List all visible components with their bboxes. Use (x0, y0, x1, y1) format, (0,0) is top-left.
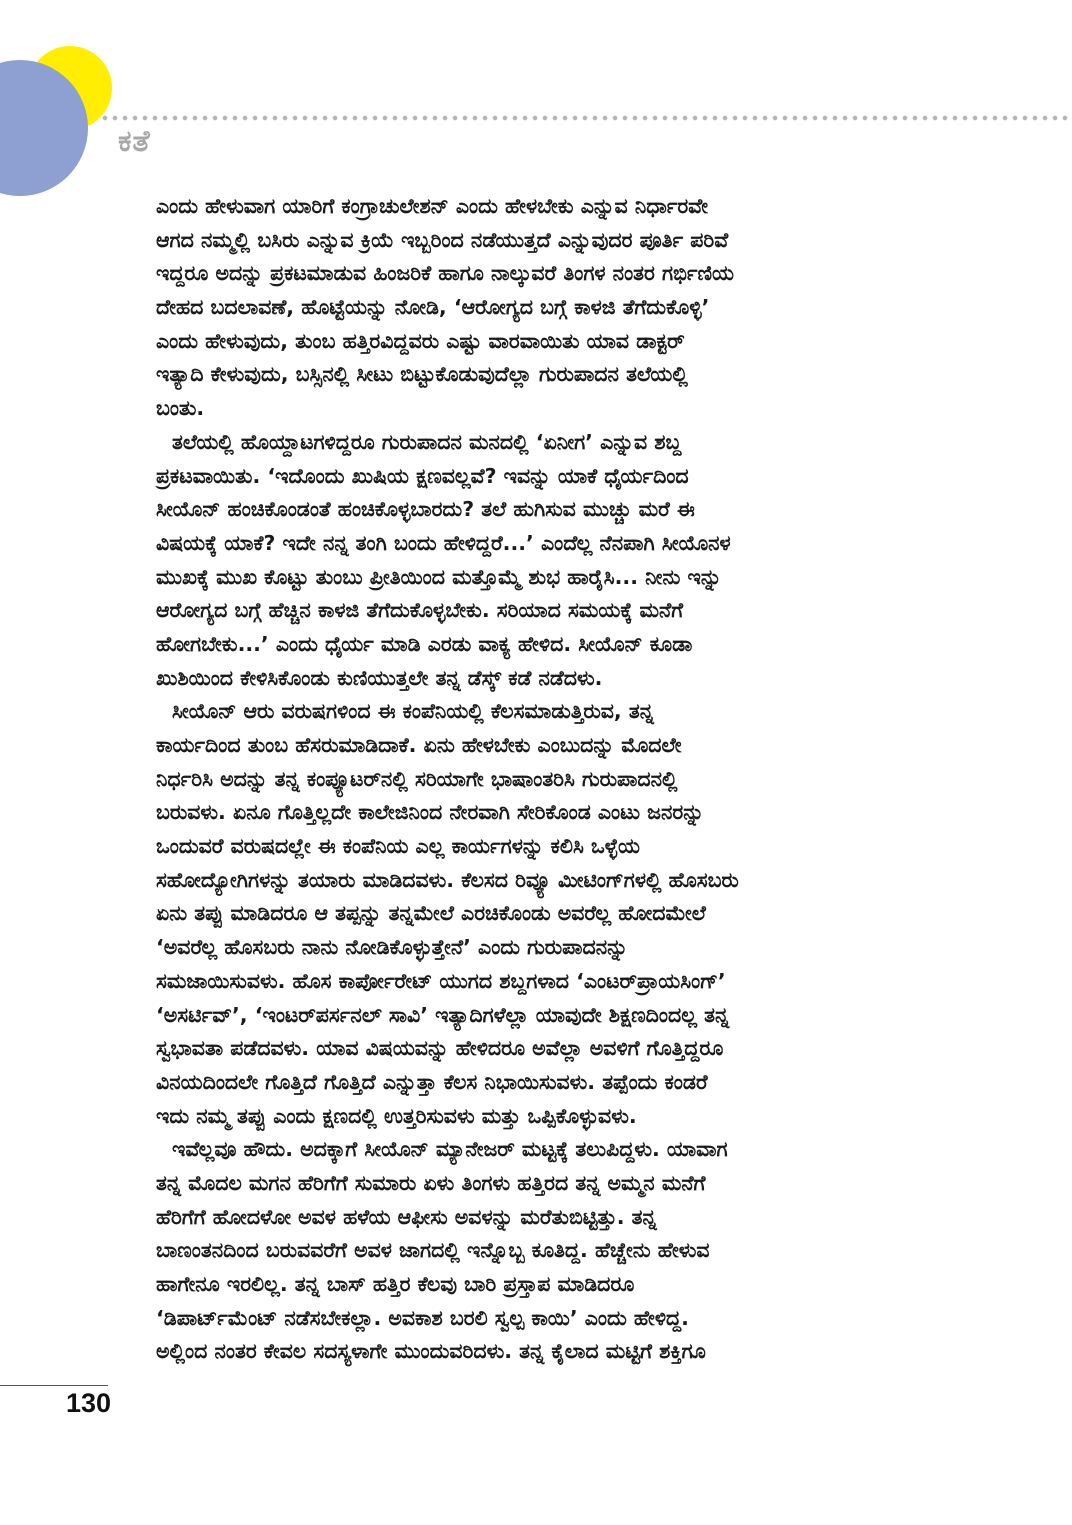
text-line: ಖುಶಿಯಿಂದ ಕೇಳಿಸಿಕೊಂಡು ಕುಣಿಯುತ್ತಲೇ ತನ್ನ ಡೆಸ್ಕ್ ಕಡೆ ನಡೆದಳು. (156, 665, 603, 690)
text-line: ಆರೋಗ್ಯದ ಬಗ್ಗೆ ಹೆಚ್ಚಿನ ಕಾಳಜಿ ತೆಗೆದುಕೊಳ್ಳಬೇಕು. ಸರಿಯಾದ ಸಮಯಕ್ಕೆ ಮನೆಗೆ (156, 598, 684, 623)
text-line: ಬಾಣಂತನದಿಂದ ಬರುವವರೆಗೆ ಅವಳ ಜಾಗದಲ್ಲಿ ಇನ್ನೊಬ್ಬ ಕೂತಿದ್ದ. ಹೆಚ್ಚೇನು ಹೇಳುವ (156, 1238, 710, 1263)
text-line: ವಿಷಯಕ್ಕೆ ಯಾಕೆ? ಇದೇ ನನ್ನ ತಂಗಿ ಬಂದು ಹೇಳಿದ್ದರೆ...’ ಎಂದೆಲ್ಲ ನೆನಪಾಗಿ ಸೀಯೊನಳ (156, 530, 731, 555)
text-line: ಸೀಯೊನ್ ಆರು ವರುಷಗಳಿಂದ ಈ ಕಂಪೆನಿಯಲ್ಲಿ ಕೆಲಸಮಾಡುತ್ತಿರುವ, ತನ್ನ (172, 699, 654, 724)
text-line: ವಿನಯದಿಂದಲೇ ಗೊತ್ತಿದೆ ಗೊತ್ತಿದೆ ಎನ್ನುತ್ತಾ ಕೆಲಸ ನಿಭಾಯಿಸುವಳು. ತಪ್ಪೆಂದು ಕಂಡರೆ (156, 1069, 708, 1094)
text-line: ‘ಅವರೆಲ್ಲ ಹೊಸಬರು ನಾನು ನೋಡಿಕೊಳ್ಳುತ್ತೇನೆ’ ಎಂದು ಗುರುಪಾದನನ್ನು (156, 935, 628, 960)
text-line: ಸೀಯೊನ್ ಹಂಚಿಕೊಂಡಂತೆ ಹಂಚಿಕೊಳ್ಳಬಾರದು? ತಲೆ ಹುಗಿಸುವ ಮುಚ್ಚು ಮರೆ ಈ (156, 497, 695, 522)
text-line: ಕಾರ್ಯದಿಂದ ತುಂಬ ಹೆಸರುಮಾಡಿದಾಕೆ. ಏನು ಹೇಳಬೇಕು ಎಂಬುದನ್ನು ಮೊದಲೇ (156, 733, 682, 757)
text-line: ಬರುವಳು. ಏನೂ ಗೊತ್ತಿಲ್ಲದೇ ಕಾಲೇಜಿನಿಂದ ನೇರವಾಗಿ ಸೇರಿಕೊಂಡ ಎಂಟು ಜನರನ್ನು (156, 800, 704, 825)
text-line: ನಿರ್ಧರಿಸಿ ಅದನ್ನು ತನ್ನ ಕಂಪ್ಯೂಟರ್‌ನಲ್ಲಿ ಸರಿಯಾಗೇ ಭಾಷಾಂತರಿಸಿ ಗುರುಪಾದನಲ್ಲಿ (156, 766, 678, 791)
footer-rule (0, 1385, 108, 1386)
text-line: ಬಂತು. (156, 396, 205, 421)
story-text (156, 190, 916, 1369)
text-line: ತನ್ನ ಮೊದಲ ಮಗನ ಹೆರಿಗೆಗೆ ಸುಮಾರು ಏಳು ತಿಂಗಳು ಹತ್ತಿರದ ತನ್ನ ಅಮ್ಮನ ಮನೆಗೆ (156, 1170, 706, 1195)
text-line: ಪ್ರಕಟವಾಯಿತು. ‘ಇದೊಂದು ಖುಷಿಯ ಕ್ಷಣವಲ್ಲವೆ? ಇವನ್ನು ಯಾಕೆ ಧೈರ್ಯದಿಂದ (156, 463, 689, 488)
text-line: ಎಂದು ಹೇಳುವಾಗ ಯಾರಿಗೆ ಕಂಗ್ರಾಚುಲೇಶನ್ ಎಂದು ಹೇಳಬೇಕು ಎನ್ನುವ ನಿರ್ಧಾರವೇ (156, 194, 709, 218)
text-line: ದೇಹದ ಬದಲಾವಣೆ, ಹೊಟ್ಟೆಯನ್ನು ನೋಡಿ, ‘ಆರೋಗ್ಯದ ಬಗ್ಗೆ ಕಾಳಜಿ ತೆಗೆದುಕೊಳ್ಳಿ’ (156, 295, 710, 320)
text-line: ಸ್ವಭಾವತಾ ಪಡೆದವಳು. ಯಾವ ವಿಷಯವನ್ನು ಹೇಳಿದರೂ ಅವೆಲ್ಲಾ ಅವಳಿಗೆ ಗೊತ್ತಿದ್ದರೂ (156, 1036, 724, 1061)
text-line: ಅಲ್ಲಿಂದ ನಂತರ ಕೇವಲ ಸದಸ್ಯಳಾಗೇ ಮುಂದುವರಿದಳು. ತನ್ನ ಕೈಲಾದ ಮಟ್ಟಿಗೆ ಶಕ್ತಿಗೂ (156, 1339, 706, 1364)
text-line: ಆಗದ ನಮ್ಮಲ್ಲಿ ಬಸಿರು ಎನ್ನುವ ಕ್ರಿಯೆ ಇಬ್ಬರಿಂದ ನಡೆಯುತ್ತದೆ ಎನ್ನುವುದರ ಪೂರ್ತಿ ಪರಿವೆ (156, 227, 729, 252)
section-label: ಕತೆ (118, 124, 151, 159)
text-line: ಇವೆಲ್ಲವೂ ಹೌದು. ಅದಕ್ಕಾಗೆ ಸೀಯೊನ್ ಮ್ಯಾನೇಜರ್ ಮಟ್ಟಕ್ಕೆ ತಲುಪಿದ್ದಳು. ಯಾವಾಗ (172, 1137, 728, 1162)
text-line: ‘ಅಸರ್ಟಿವ್’, ‘ಇಂಟರ್‌ಪರ್ಸನಲ್ ಸಾವಿ’ ಇತ್ಯಾದಿಗಳೆಲ್ಲಾ ಯಾವುದೇ ಶಿಕ್ಷಣದಿಂದಲ್ಲ ತನ್ನ (156, 1002, 730, 1027)
text-line: ಸಹೋದ್ಯೋಗಿಗಳನ್ನು ತಯಾರು ಮಾಡಿದವಳು. ಕೆಲಸದ ರಿವ್ಯೂ ಮೀಟಿಂಗ್‌ಗಳಲ್ಲಿ ಹೊಸಬರು (156, 867, 739, 892)
text-line: ಹೆರಿಗೆಗೆ ಹೋದಳೋ ಅವಳ ಹಳೆಯ ಆಫೀಸು ಅವಳನ್ನು ಮರೆತುಬಿಟ್ಟಿತ್ತು. ತನ್ನ (156, 1204, 657, 1229)
text-line: ಒಂದುವರೆ ವರುಷದಲ್ಲೇ ಈ ಕಂಪೆನಿಯ ಎಲ್ಲ ಕಾರ್ಯಗಳನ್ನು ಕಲಿಸಿ ಒಳ್ಳೆಯ (156, 834, 640, 859)
text-line: ಏನು ತಪ್ಪು ಮಾಡಿದರೂ ಆ ತಪ್ಪನ್ನು ತನ್ನಮೇಲೆ ಎರಚಿಕೊಂಡು ಅವರೆಲ್ಲ ಹೋದಮೇಲೆ (156, 901, 706, 926)
corner-decoration (0, 0, 130, 210)
text-line: ಮುಖಕ್ಕೆ ಮುಖ ಕೊಟ್ಟು ತುಂಬು ಪ್ರೀತಿಯಿಂದ ಮತ್ತೊಮ್ಮೆ ಶುಭ ಹಾರೈಸಿ... ನೀನು ಇನ್ನು (156, 564, 722, 589)
text-line: ಎಂದು ಹೇಳುವುದು, ತುಂಬ ಹತ್ತಿರವಿದ್ದವರು ಎಷ್ಟು ವಾರವಾಯಿತು ಯಾವ ಡಾಕ್ಟರ್ (156, 328, 685, 353)
text-line: ‘ಡಿಪಾರ್ಟ್‌ಮೆಂಟ್ ನಡೆಸಬೇಕಲ್ಲಾ. ಅವಕಾಶ ಬರಲಿ ಸ್ವಲ್ಪ ಕಾಯಿ’ ಎಂದು ಹೇಳಿದ್ದ. (156, 1305, 689, 1330)
text-line: ಹೋಗಬೇಕು...’ ಎಂದು ಧೈರ್ಯ ಮಾಡಿ ಎರಡು ವಾಕ್ಯ ಹೇಳಿದ. ಸೀಯೊನ್ ಕೂಡಾ (156, 631, 693, 656)
text-line: ಸಮಜಾಯಿಸುವಳು. ಹೊಸ ಕಾರ್ಪೋರೇಟ್ ಯುಗದ ಶಬ್ದಗಳಾದ ‘ಎಂಟರ್‌ಪ್ರಾಯಸಿಂಗ್’ (156, 968, 726, 993)
page-number: 130 (66, 1388, 112, 1418)
text-line: ಇದ್ದರೂ ಅದನ್ನು ಪ್ರಕಟಮಾಡುವ ಹಿಂಜರಿಕೆ ಹಾಗೂ ನಾಲ್ಕುವರೆ ತಿಂಗಳ ನಂತರ ಗರ್ಭಿಣಿಯ (156, 261, 734, 286)
text-line: ಇತ್ಯಾದಿ ಕೇಳುವುದು, ಬಸ್ಸಿನಲ್ಲಿ ಸೀಟು ಬಿಟ್ಟುಕೊಡುವುದೆಲ್ಲಾ ಗುರುಪಾದನ ತಲೆಯಲ್ಲಿ (156, 362, 688, 387)
text-line: ಹಾಗೇನೂ ಇರಲಿಲ್ಲ. ತನ್ನ ಬಾಸ್ ಹತ್ತಿರ ಕೆಲವು ಬಾರಿ ಪ್ರಸ್ತಾಪ ಮಾಡಿದರೂ (156, 1272, 635, 1296)
header-dotted-rule (100, 115, 1072, 121)
text-line: ಇದು ನಮ್ಮ ತಪ್ಪು ಎಂದು ಕ್ಷಣದಲ್ಲಿ ಉತ್ತರಿಸುವಳು ಮತ್ತು ಒಪ್ಪಿಕೊಳ್ಳುವಳು. (156, 1103, 637, 1128)
text-line: ತಲೆಯಲ್ಲಿ ಹೊಯ್ದಾಟಗಳಿದ್ದರೂ ಗುರುಪಾದನ ಮನದಲ್ಲಿ ‘ಏನೀಗ’ ಎನ್ನುವ ಶಬ್ದ (172, 429, 682, 454)
